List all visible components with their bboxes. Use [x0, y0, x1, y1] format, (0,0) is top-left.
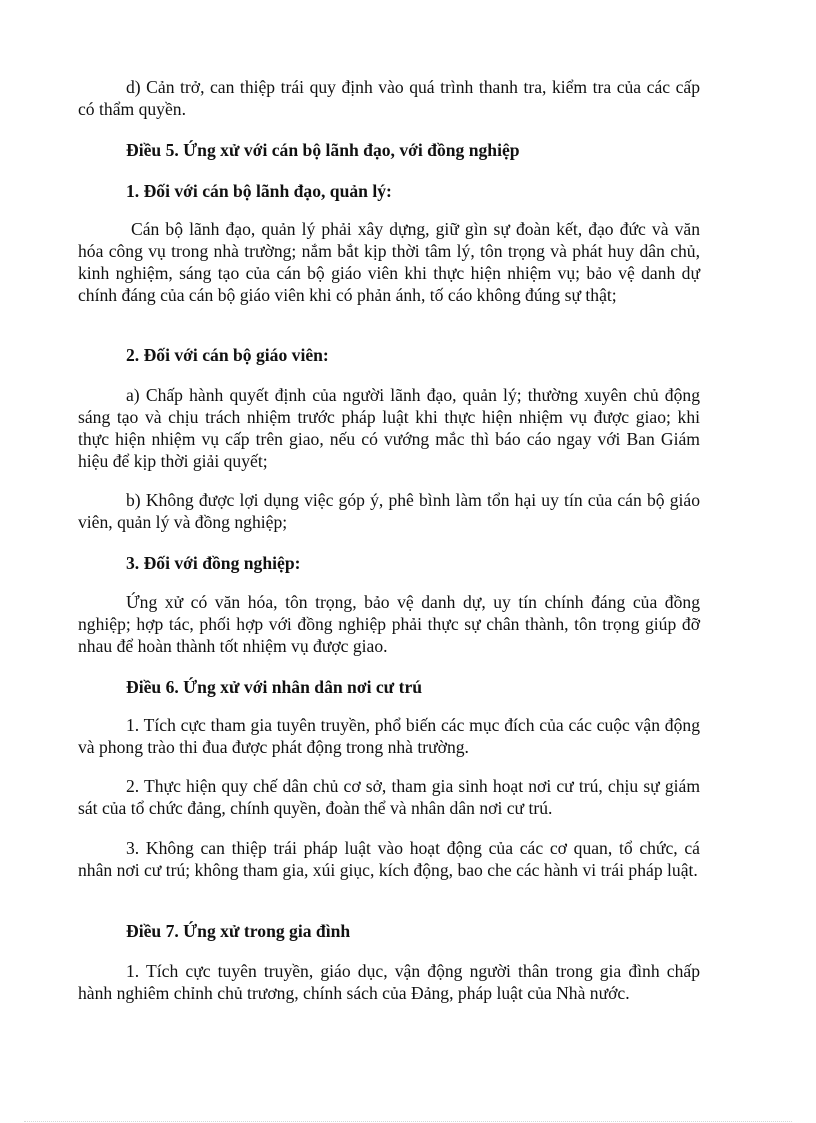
article-6-heading: Điều 6. Ứng xử với nhân dân nơi cư trú [126, 677, 423, 697]
section-5-3-heading: 3. Đối với đồng nghiệp: [126, 553, 301, 573]
article-5-heading: Điều 5. Ứng xử với cán bộ lãnh đạo, với đồng nghiệp [126, 140, 520, 160]
article-6-item-2: 2. Thực hiện quy chế dân chủ cơ sở, tham gia sinh hoạt nơi cư trú, chịu sự giám sát của tổ chức đảng, chính quyền, đoàn thể và nhân dân nơi cư trú. [78, 776, 700, 818]
section-5-1-paragraph: Cán bộ lãnh đạo, quản lý phải xây dựng, giữ gìn sự đoàn kết, đạo đức và văn hóa công vụ trong nhà trường; nắm bắt kịp thời tâm lý, tôn trọng và phát huy dân chủ, kinh nghiệm, sáng tạo của cán bộ giáo viên khi thực hiện nhiệm vụ; bảo vệ danh dự chính đáng của cán bộ giáo viên khi có phản ánh, tố cáo không đúng sự thật; [78, 219, 700, 305]
section-5-1-heading: 1. Đối với cán bộ lãnh đạo, quản lý: [126, 181, 392, 201]
section-5-2-heading: 2. Đối với cán bộ giáo viên: [126, 345, 329, 365]
section-5-2-item-b: b) Không được lợi dụng việc góp ý, phê bình làm tổn hại uy tín của cán bộ giáo viên, quản lý và đồng nghiệp; [78, 490, 700, 532]
article-6-item-3: 3. Không can thiệp trái pháp luật vào hoạt động của các cơ quan, tổ chức, cá nhân nơi cư trú; không tham gia, xúi giục, kích động, bao che các hành vi trái pháp luật. [78, 838, 700, 880]
article-6-item-1: 1. Tích cực tham gia tuyên truyền, phổ biến các mục đích của các cuộc vận động và phong trào thi đua được phát động trong nhà trường. [78, 715, 700, 757]
section-5-3-paragraph: Ứng xử có văn hóa, tôn trọng, bảo vệ danh dự, uy tín chính đáng của đồng nghiệp; hợp tác, phối hợp với đồng nghiệp phải thực sự chân thành, tôn trọng giúp đỡ nhau để hoàn thành tốt nhiệm vụ được giao. [78, 592, 700, 656]
page-bottom-divider [24, 1121, 792, 1122]
article-7-heading: Điều 7. Ứng xử trong gia đình [126, 921, 351, 941]
article-7-item-1: 1. Tích cực tuyên truyền, giáo dục, vận động người thân trong gia đình chấp hành nghiêm chỉnh chủ trương, chính sách của Đảng, pháp luật của Nhà nước. [78, 961, 700, 1003]
paragraph-item-d: d) Cản trở, can thiệp trái quy định vào quá trình thanh tra, kiểm tra của các cấp có thẩm quyền. [78, 77, 700, 119]
section-5-2-item-a: a) Chấp hành quyết định của người lãnh đạo, quản lý; thường xuyên chủ động sáng tạo và chịu trách nhiệm trước pháp luật khi thực hiện nhiệm vụ được giao; khi thực hiện nhiệm vụ cấp trên giao, nếu có vướng mắc thì báo cáo ngay với Ban Giám hiệu để kịp thời giải quyết; [78, 385, 700, 471]
